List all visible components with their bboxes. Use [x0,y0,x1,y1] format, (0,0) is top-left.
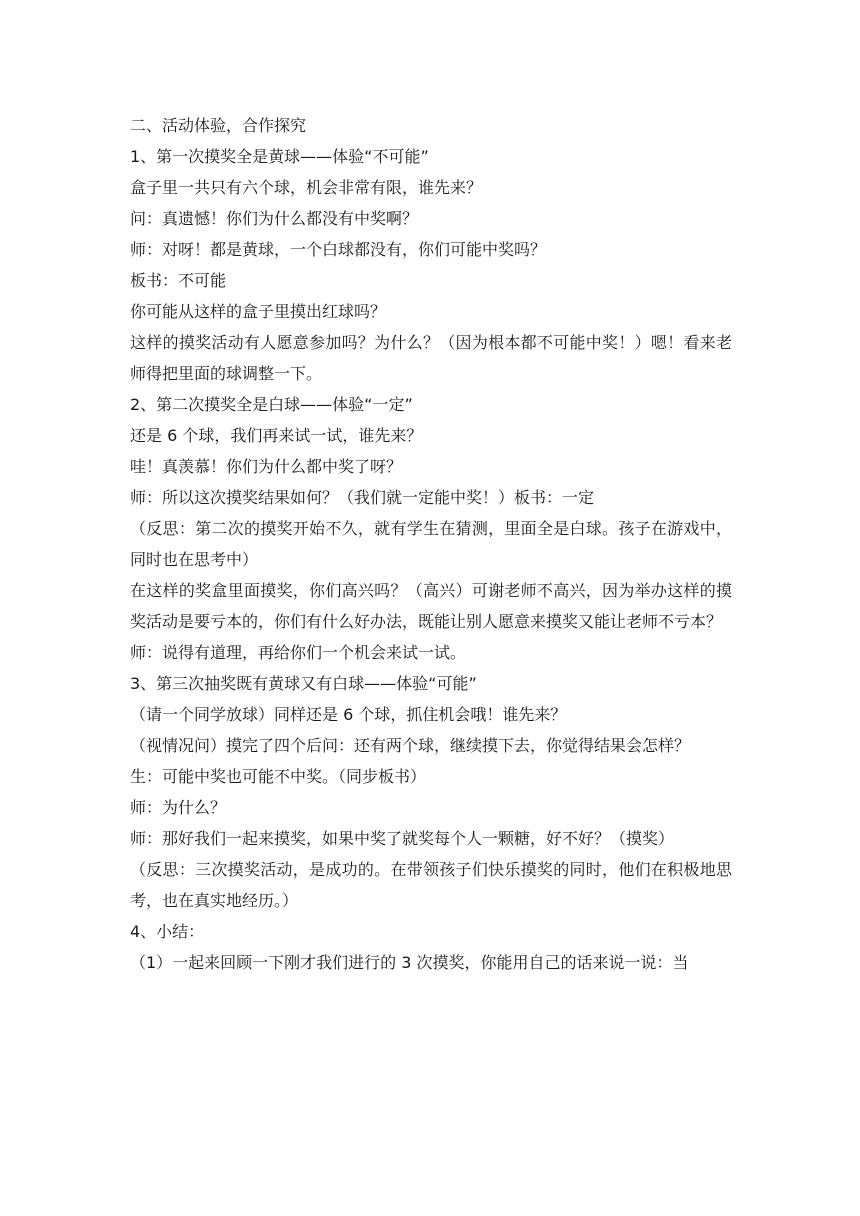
paragraph: 你可能从这样的盒子里摸出红球吗？ [130,302,387,321]
subsection-heading-4: 4、小结： [130,922,205,941]
paragraph: 师：对呀！都是黄球，一个白球都没有，你们可能中奖吗？ [130,240,547,259]
section-heading: 二、活动体验，合作探究 [130,116,307,135]
paragraph: 哇！真羡慕！你们为什么都中奖了呀？ [130,457,403,476]
subsection-heading-1: 1、第一次摸奖全是黄球——体验“不可能” [130,147,429,166]
paragraph: 还是 6 个球，我们再来试一试，谁先来？ [130,426,423,445]
paragraph: 生：可能中奖也可能不中奖。（同步板书） [130,767,427,786]
paragraph: 板书：不可能 [130,271,227,290]
reflection-note: （反思：第二次的摸奖开始不久，就有学生在猜测，里面全是白球。孩子在游戏中，同时也在思考中） [130,519,732,569]
paragraph: （请一个同学放球）同样还是 6 个球，抓住机会哦！谁先来？ [130,705,567,724]
paragraph: 师：那好我们一起来摸奖，如果中奖了就奖每个人一颗糖，好不好？（摸奖） [130,829,675,848]
paragraph: 问：真遗憾！你们为什么都没有中奖啊？ [130,209,419,228]
paragraph: 这样的摸奖活动有人愿意参加吗？为什么？（因为根本都不可能中奖！）嗯！看来老师得把里面的球调整一下。 [130,333,732,383]
paragraph: 师：说得有道理，再给你们一个机会来试一试。 [130,643,467,662]
paragraph: 在这样的奖盒里面摸奖，你们高兴吗？（高兴）可谢老师不高兴，因为举办这样的摸奖活动是要亏本的，你们有什么好办法，既能让别人愿意来摸奖又能让老师不亏本？ [130,581,732,631]
subsection-heading-3: 3、第三次抽奖既有黄球又有白球——体验“可能” [130,674,477,693]
paragraph: （视情况问）摸完了四个后问：还有两个球，继续摸下去，你觉得结果会怎样？ [130,736,691,755]
document-body [130,110,732,978]
paragraph: 师：所以这次摸奖结果如何？（我们就一定能中奖！）板书：一定 [130,488,595,507]
paragraph: 盒子里一共只有六个球，机会非常有限，谁先来？ [130,178,483,197]
subsection-heading-2: 2、第二次摸奖全是白球——体验“一定” [130,395,413,414]
reflection-note: （反思：三次摸奖活动，是成功的。在带领孩子们快乐摸奖的同时，他们在积极地思考，也在真实地经历。） [130,860,732,910]
paragraph: 师：为什么？ [130,798,227,817]
paragraph: （1）一起来回顾一下刚才我们进行的 3 次摸奖，你能用自己的话来说一说：当 [130,953,689,972]
